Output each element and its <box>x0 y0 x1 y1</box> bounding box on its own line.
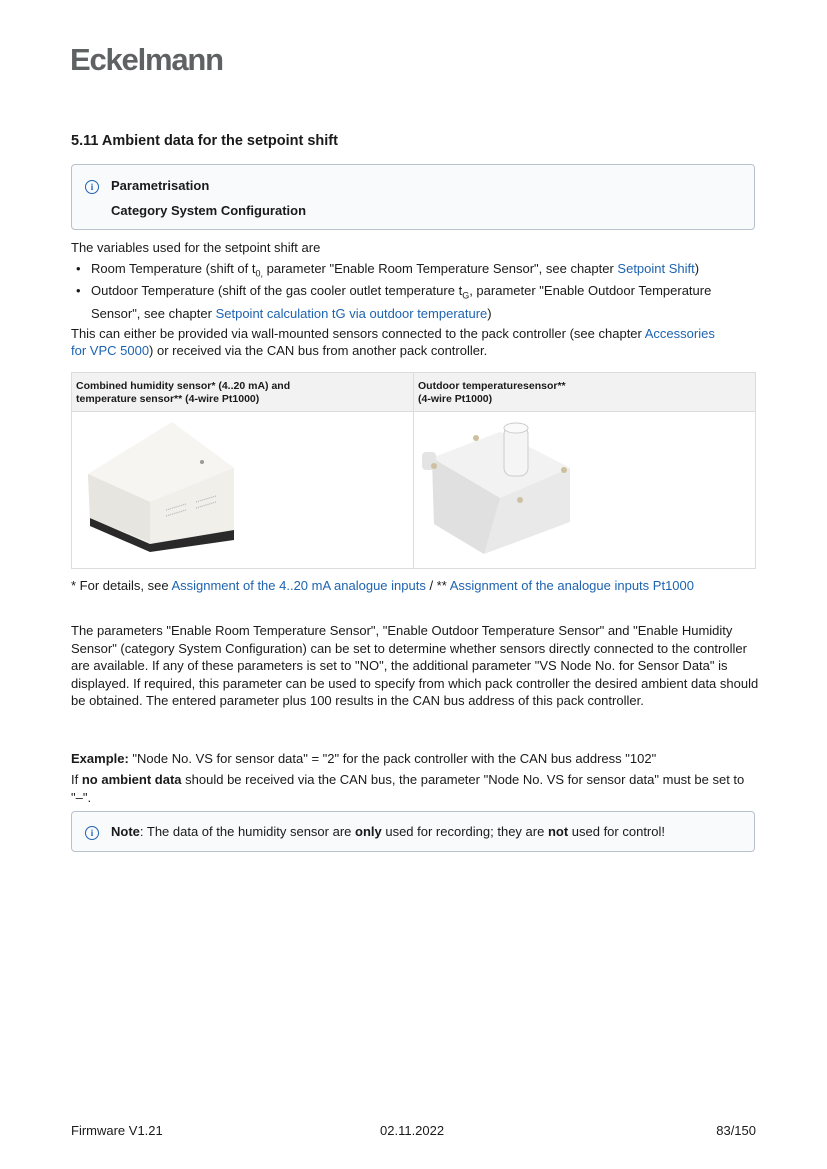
bullet-text: Outdoor Temperature (shift of the gas cooler outlet temperature t <box>91 283 463 299</box>
footer-firmware: Firmware V1.21 <box>71 1123 163 1138</box>
info-icon: i <box>85 826 99 840</box>
intro-section <box>71 239 761 360</box>
footer-date: 02.11.2022 <box>380 1123 445 1138</box>
text: * For details, see <box>71 578 172 593</box>
bold-text: not <box>547 824 569 839</box>
provided-text <box>71 325 721 360</box>
link-4-20ma-inputs[interactable]: Assignment of the 4..20 mA analogue inputs <box>171 578 426 593</box>
bullet-text: ) <box>487 305 492 321</box>
parameters-paragraph: The parameters "Enable Room Temperature Sensor", "Enable Outdoor Temperature Sensor" and "Enable Humidity Sensor" (category System Configuration) can be set to determine whether sensors directly connected to the controller are available. If any of these parameters is set to "NO", the additional parameter "VS Node No. for Sensor Data" is displayed. If required, this parameter can be used to specify from which pack controller the desired ambient data should be obtained. The entered parameter plus 100 results in the CAN bus address of this pack controller. <box>71 623 759 708</box>
no-data-text <box>71 771 761 806</box>
bullet-text: ) <box>694 260 700 276</box>
bullet-text: Room Temperature (shift of t <box>91 260 256 276</box>
parametrisation-info-box <box>71 164 755 230</box>
intro-text: The variables used for the setpoint shift are <box>71 240 321 255</box>
info-box-subtitle: Category System Configuration <box>111 203 307 218</box>
text: used for recording; they are <box>381 824 548 839</box>
text: This can either be provided via wall-mounted sensors connected to the pack controller (see chapter <box>71 325 645 341</box>
note-box <box>71 811 755 852</box>
humidity-sensor-image-cell <box>72 412 414 569</box>
footnote <box>71 577 694 595</box>
text: "Node No. VS for sensor data" = "2" for the pack controller with the CAN bus address "102" <box>128 751 657 766</box>
info-box-title: Parametrisation <box>111 178 210 193</box>
info-icon: i <box>85 180 99 194</box>
eckelmann-logo: Eckelmann <box>70 42 223 77</box>
table-row <box>72 412 756 569</box>
header-humidity-sensor <box>72 373 414 412</box>
sensor-table <box>71 372 756 569</box>
subscript: 0, <box>255 268 264 279</box>
header-outdoor-sensor <box>414 373 756 412</box>
note-label: Note <box>111 824 140 839</box>
text: used for control! <box>568 824 665 839</box>
link-setpoint-shift[interactable]: Setpoint Shift <box>617 260 695 276</box>
header-line: Combined humidity sensor* (4..20 mA) and <box>76 380 291 392</box>
header-line: (4-wire Pt1000) <box>418 393 493 405</box>
humidity-sensor-image <box>76 418 246 558</box>
outdoor-sensor-image-cell <box>414 412 756 569</box>
list-item <box>71 260 761 283</box>
list-item <box>71 282 761 323</box>
variables-list <box>71 260 761 323</box>
bold-text: no ambient data <box>81 772 182 787</box>
link-pt1000-inputs[interactable]: Assignment of the analogue inputs Pt1000 <box>449 578 694 593</box>
link-setpoint-calculation[interactable]: Setpoint calculation tG via outdoor temperature <box>215 305 488 321</box>
example-text <box>71 750 656 768</box>
section-title: 5.11 Ambient data for the setpoint shift <box>71 133 338 149</box>
text: / ** <box>425 578 450 593</box>
header-line: temperature sensor** (4-wire Pt1000) <box>76 393 260 405</box>
footer-page-number: 83/150 <box>716 1123 756 1138</box>
link-accessories[interactable]: Accessories for VPC 5000 <box>71 325 715 359</box>
bullet-text: parameter "Enable Room Temperature Sensor", see chapter <box>263 260 618 276</box>
header-line: Outdoor temperaturesensor** <box>418 380 566 392</box>
text: ) or received via the CAN bus from another pack controller. <box>149 343 488 359</box>
text: should be received via the CAN bus, the parameter "Node No. VS for sensor data" must be set to "–". <box>71 772 745 805</box>
bold-text: only <box>355 824 382 839</box>
outdoor-sensor-image <box>420 418 590 568</box>
note-text <box>111 824 665 839</box>
subscript: G <box>462 290 470 301</box>
bullet-text: , parameter "Enable Outdoor Temperature Sensor", see chapter <box>91 283 712 321</box>
text: If <box>71 772 82 787</box>
table-header-row <box>72 373 756 412</box>
example-label: Example: <box>71 751 129 766</box>
text: : The data of the humidity sensor are <box>139 824 355 839</box>
